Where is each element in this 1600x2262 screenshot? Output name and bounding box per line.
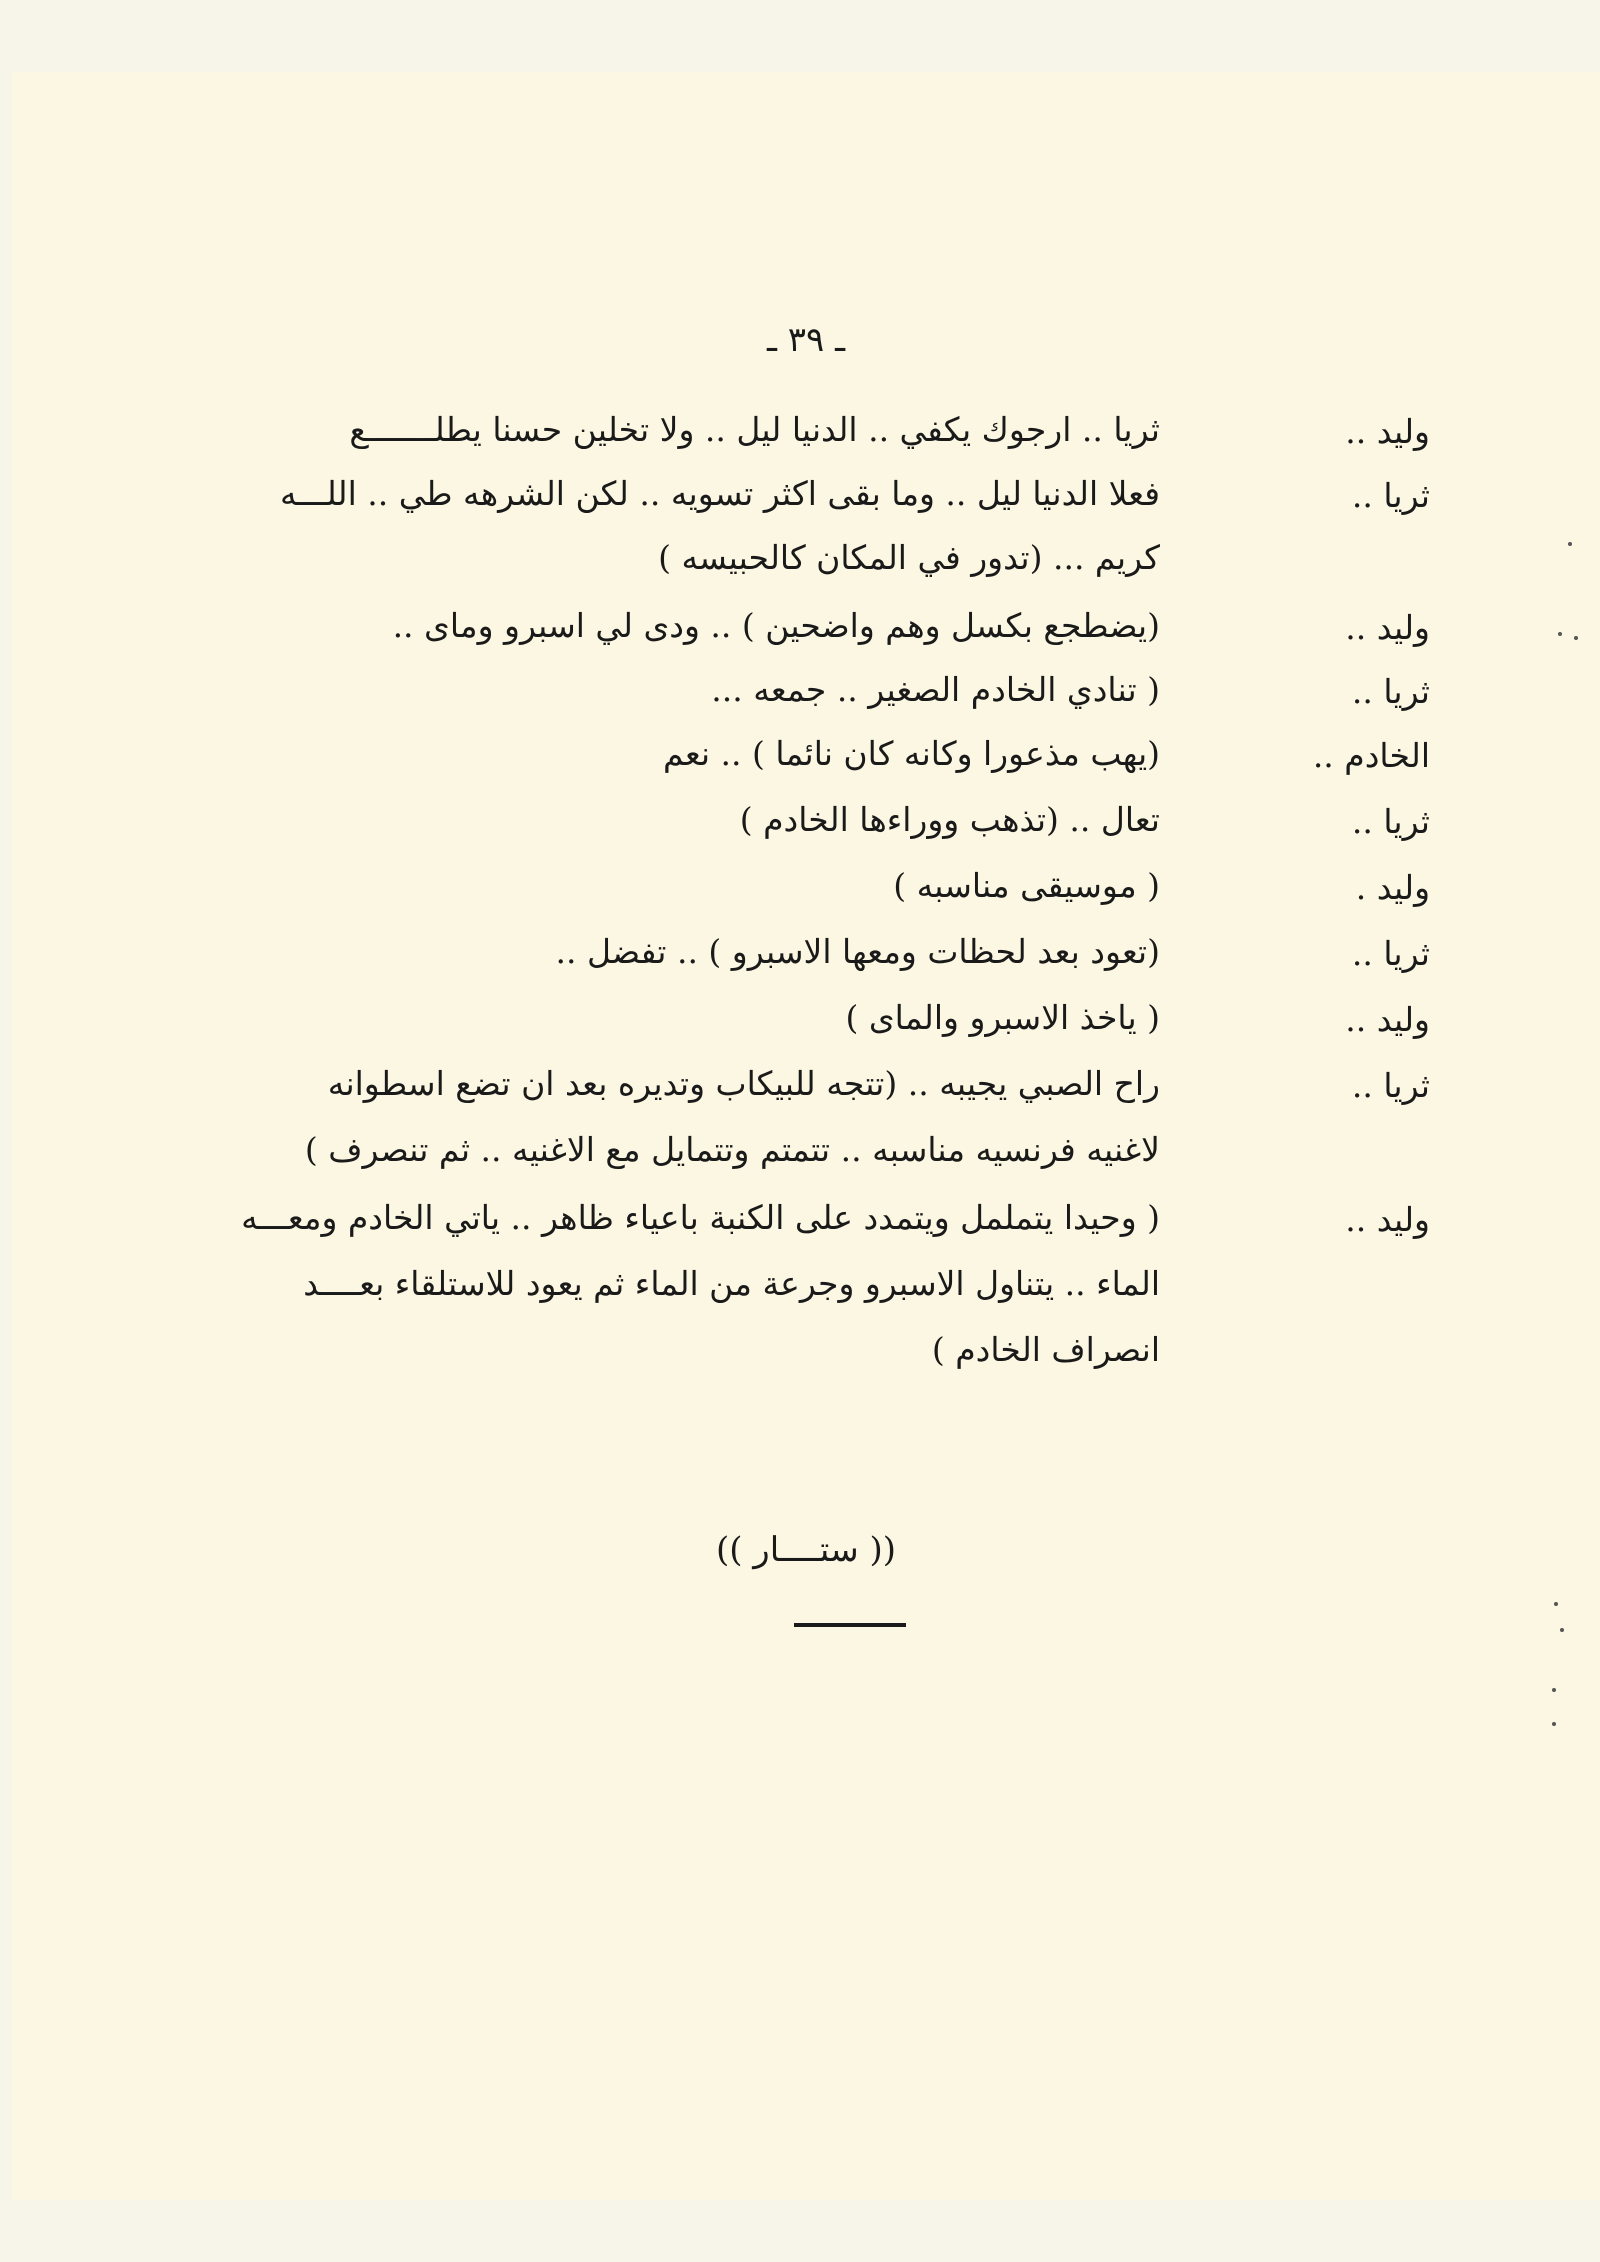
- dialogue-line: ثريا .. ارجوك يكفي .. الدنيا ليل .. ولا تخلين حسنا يطلـــــــع: [349, 410, 1160, 449]
- dialogue-line: لاغنيه فرنسيه مناسبه .. تتمتم وتتمايل مع الاغنيه .. ثم تنصرف ): [304, 1130, 1160, 1169]
- speaker-label: وليد ..: [1345, 1200, 1430, 1239]
- document-page: [12, 72, 1600, 2200]
- end-rule: [794, 1623, 906, 1627]
- speaker-label: ثريا ..: [1351, 934, 1430, 973]
- curtain-closing: (( ستــــار )): [715, 1530, 897, 1570]
- dialogue-line: كريم ... (تدور في المكان كالحبيسه ): [658, 538, 1160, 577]
- scan-speck: [1554, 1602, 1558, 1606]
- dialogue-line: تعال .. (تذهب ووراءها الخادم ): [739, 800, 1160, 839]
- speaker-label: وليد ..: [1345, 608, 1430, 647]
- speaker-label: وليد ..: [1345, 1000, 1430, 1039]
- speaker-label: ثريا ..: [1351, 1066, 1430, 1105]
- scan-speck: [1574, 636, 1578, 640]
- dialogue-line: انصراف الخادم ): [931, 1330, 1160, 1369]
- speaker-label: ثريا ..: [1351, 672, 1430, 711]
- dialogue-line: الماء .. يتناول الاسبرو وجرعة من الماء ثم يعود للاستلقاء بعــــد: [303, 1264, 1160, 1303]
- speaker-label: ثريا ..: [1351, 802, 1430, 841]
- dialogue-line: فعلا الدنيا ليل .. وما بقى اكثر تسويه .. لكن الشرهه طي .. اللـــه: [279, 474, 1160, 513]
- dialogue-line: ( ياخذ الاسبرو والماى ): [845, 998, 1160, 1037]
- scan-speck: [1568, 542, 1572, 546]
- dialogue-line: (يهب مذعورا وكانه كان نائما ) .. نعم: [663, 734, 1160, 773]
- dialogue-line: (يضطجع بكسل وهم واضحين ) .. ودى لي اسبرو وماى ..: [392, 606, 1160, 645]
- speaker-label: وليد .: [1355, 868, 1430, 907]
- scan-speck: [1558, 632, 1562, 636]
- page-number: ـ ٣٩ ـ: [766, 320, 846, 360]
- dialogue-line: ( موسيقى مناسبه ): [893, 866, 1160, 905]
- scan-speck: [1552, 1722, 1556, 1726]
- dialogue-line: (تعود بعد لحظات ومعها الاسبرو ) .. تفضل ..: [555, 932, 1160, 971]
- dialogue-line: راح الصبي يجيبه .. (تتجه للبيكاب وتديره بعد ان تضع اسطوانه: [327, 1064, 1160, 1103]
- speaker-label: وليد ..: [1345, 412, 1430, 451]
- dialogue-line: ( تنادي الخادم الصغير .. جمعه ...: [711, 670, 1160, 709]
- speaker-label: الخادم ..: [1312, 736, 1430, 775]
- scan-speck: [1552, 1688, 1556, 1692]
- scan-speck: [1560, 1628, 1564, 1632]
- speaker-label: ثريا ..: [1351, 476, 1430, 515]
- dialogue-line: ( وحيدا يتململ ويتمدد على الكنبة باعياء ظاهر .. ياتي الخادم ومعـــه: [241, 1198, 1160, 1237]
